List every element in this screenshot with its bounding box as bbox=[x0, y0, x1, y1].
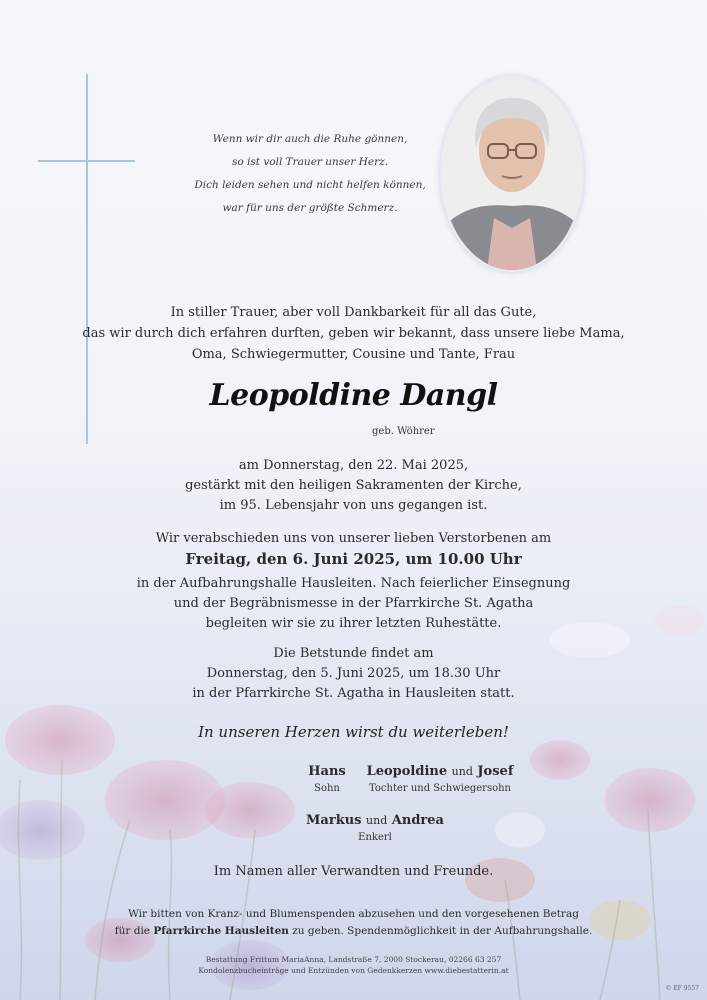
template-code: © EF 9557 bbox=[665, 985, 699, 992]
funeral-line: und der Begräbnismesse in der Pfarrkirche St. Agatha bbox=[173, 596, 534, 611]
family-role: Enkerl bbox=[358, 832, 392, 843]
prayer-line: Donnerstag, den 5. Juni 2025, um 18.30 Uhr bbox=[206, 666, 501, 681]
family-and: und bbox=[366, 814, 388, 827]
poem-line: Dich leiden sehen und nicht helfen können, bbox=[194, 179, 426, 191]
deceased-name: Leopoldine Dangl bbox=[209, 378, 498, 413]
family-role: Sohn bbox=[314, 783, 340, 794]
intro-text bbox=[0, 302, 707, 365]
family-name: Hans bbox=[308, 764, 346, 779]
cross-horizontal bbox=[38, 160, 135, 162]
intro-line: Oma, Schwiegermutter, Cousine und Tante, Frau bbox=[191, 347, 516, 362]
funeral-intro: Wir verabschieden uns von unserer lieben Verstorbenen am bbox=[155, 531, 552, 546]
family-name: Josef bbox=[477, 764, 514, 779]
birth-name: geb. Wöhrer bbox=[372, 426, 435, 437]
family-names bbox=[300, 812, 450, 830]
footer-line: Kondolenzbucheinträge und Entzünden von Gedenkkerzen www.diebestatterin.at bbox=[198, 966, 509, 975]
funeral-line: begleiten wir sie zu ihrer letzten Ruhestätte. bbox=[205, 616, 502, 631]
family-and: und bbox=[451, 765, 473, 778]
death-line: im 95. Lebensjahr von uns gegangen ist. bbox=[219, 498, 488, 513]
family-couple2 bbox=[300, 812, 450, 846]
family-role: Tochter und Schwiegersohn bbox=[368, 783, 511, 794]
death-line: am Donnerstag, den 22. Mai 2025, bbox=[238, 458, 469, 473]
death-line: gestärkt mit den heiligen Sakramenten der Kirche, bbox=[185, 478, 522, 493]
family-name: Markus bbox=[306, 813, 362, 828]
funeral-details bbox=[0, 574, 707, 634]
poem-line: so ist voll Trauer unser Herz. bbox=[231, 156, 389, 168]
donation-text: für die bbox=[114, 925, 154, 937]
motto: In unseren Herzen wirst du weiterleben! bbox=[198, 723, 509, 741]
donation-recipient: Pfarrkirche Hausleiten bbox=[153, 925, 289, 937]
donation-text: zu geben. Spendenmöglichkeit in der Aufbahrungshalle. bbox=[288, 925, 593, 937]
family-names bbox=[350, 763, 530, 781]
intro-line: In stiller Trauer, aber voll Dankbarkeit für all das Gute, bbox=[170, 305, 537, 320]
relatives-line: Im Namen aller Verwandten und Freunde. bbox=[213, 864, 494, 879]
prayer-line: Die Betstunde findet am bbox=[273, 646, 434, 661]
funeral-line: in der Aufbahrungshalle Hausleiten. Nach feierlicher Einsegnung bbox=[136, 576, 571, 591]
prayer-line: in der Pfarrkirche St. Agatha in Hausleiten statt. bbox=[192, 686, 515, 701]
footer bbox=[0, 954, 707, 976]
family-name: Andrea bbox=[391, 813, 444, 828]
death-notice bbox=[0, 456, 707, 516]
prayer-hour bbox=[0, 644, 707, 704]
donation-line: Wir bitten von Kranz- und Blumenspenden abzusehen und den vorgesehenen Betrag bbox=[128, 908, 579, 920]
family-couple1 bbox=[350, 763, 530, 797]
portrait-photo bbox=[440, 76, 584, 272]
funeral-date: Freitag, den 6. Juni 2025, um 10.00 Uhr bbox=[185, 550, 522, 568]
footer-line: Bestattung Frittum MariaAnna, Landstraße 7, 2000 Stockerau, 02266 63 257 bbox=[205, 955, 502, 964]
donation-line bbox=[0, 923, 707, 940]
poem-line: Wenn wir dir auch die Ruhe gönnen, bbox=[212, 133, 408, 145]
donation-note bbox=[0, 906, 707, 940]
poem-line: war für uns der größte Schmerz. bbox=[222, 202, 398, 214]
family-name: Leopoldine bbox=[366, 764, 448, 779]
poem bbox=[175, 128, 445, 220]
intro-line: das wir durch dich erfahren durften, geben wir bekannt, dass unsere liebe Mama, bbox=[82, 326, 625, 341]
